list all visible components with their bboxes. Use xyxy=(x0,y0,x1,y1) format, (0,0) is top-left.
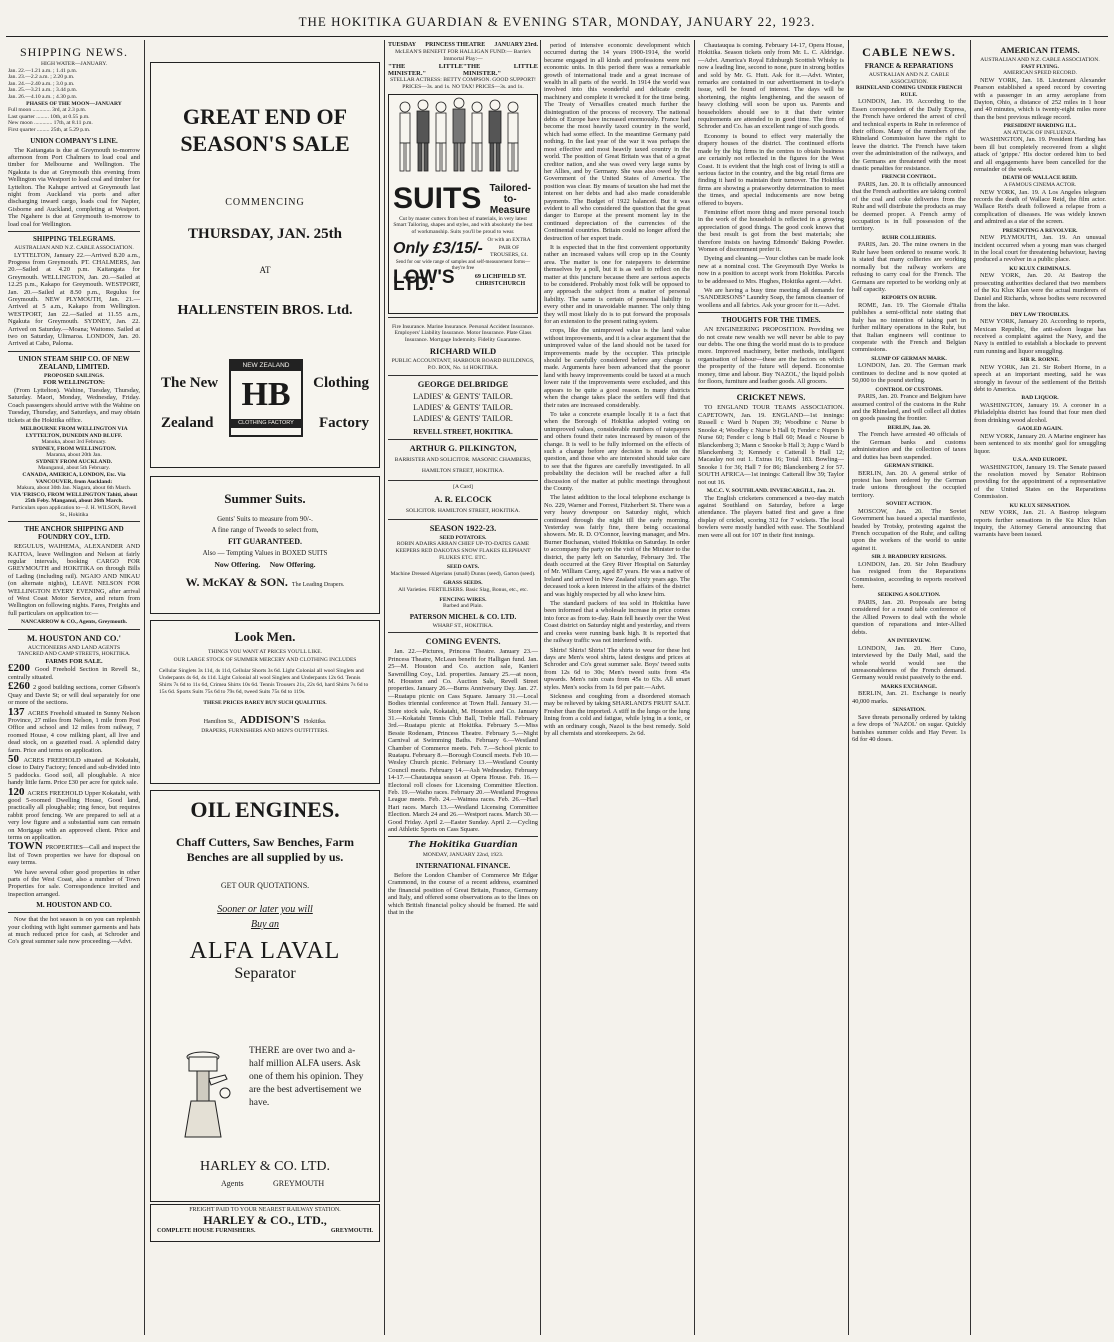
elcock-name: A. R. ELCOCK xyxy=(434,493,492,504)
mcc-text: The English cricketers commenced a two-day match against Southland on Saturday, before a large attendance. The players batted first and gave a fine display of cricket, scoring 312 for 7 wickets. The local bowlers were mostly handled with ease. The Southland men were all out for 107 in their first innings. xyxy=(698,494,844,539)
pilkington-sub: BARRISTER AND SOLICITOR. MASONIC CHAMBERS, HAMILTON STREET, HOKITIKA. xyxy=(394,457,532,475)
greymouth-label: GREYMOUTH. xyxy=(330,1228,373,1234)
suits-price: Only £3/15/- xyxy=(393,239,483,257)
nz-label xyxy=(161,363,218,443)
interview-heading: AN INTERVIEW. xyxy=(887,638,931,645)
ruhr-text: PARIS, Jan. 20. The mine owners in the Ruhr have been ordered to resume work. It is stated that many collieries are working normally but the railway workers are refusing to carry coal for the French. The Germans are reported to be working only at half capacity. xyxy=(852,241,966,293)
property-listing xyxy=(8,840,140,867)
telegrams-text: LYTTELTON, January 22.—Arrived 8.20 a.m., Progress from Greymouth. PT. CHALMERS, Jan 20.—Sailed at 4.20 p.m. Kaitangata for Greymouth. WELLINGTON, Jan. 20.—Sailed at 12.25 p.m., Kakapo for Greymouth. WESTPORT, Jan. 20.—Sailed at 8.50 p.m., Regulus for Greymouth. NEW PLYMOUTH, Jan. 21.—Arrived at 5 a.m., Kakapo from Wellington. WESTPORT, Jan 22.—Sailed at 11.55 a.m., Ngakuta for Greymouth. SYDNEY, Jan. 22. Arrived on Saturday.—Moana; Waitomo. Sailed at two on Saturday, Ulimaroa. LONDON, Jan. 20. Arrived at Cabo, Paloma. xyxy=(8,251,140,348)
usa-europe-text: WASHINGTON, January 19. The Senate passed the resolution moved by Senator Robinson providing for the appointment of a representative of the United States on the Reparations Commission. xyxy=(974,463,1106,501)
play-title-1: "THE LITTLE MINISTER." xyxy=(388,62,463,77)
look-men-sub: THINGS YOU WANT AT PRICES YOU'LL LIKE. xyxy=(208,649,322,655)
harding-sub: AN ATTACK OF INFLUENZA. xyxy=(1003,129,1077,136)
harley-name-2: HARLEY & CO., LTD., xyxy=(203,1213,327,1227)
sensation-heading: SENSATION. xyxy=(892,707,926,714)
summer-suits-title: Summer Suits. xyxy=(224,491,306,506)
gaoled-text: NEW YORK, January 20. A Marine engineer has been sentenced to six months' gaol for smuggling liquor. xyxy=(974,432,1106,455)
tide-row: Jan. 25.—3.21 a.m. ; 3.44 p.m. xyxy=(8,87,78,94)
berlin-heading: BERLIN, Jan. 20. xyxy=(887,424,931,431)
houston-subheading: AUCTIONEERS AND LAND AGENTS xyxy=(27,644,121,651)
sooner-later: Sooner or later you will xyxy=(217,904,313,915)
richard-wild: RICHARD WILD xyxy=(429,346,497,357)
grass-seeds: GRASS SEEDS. xyxy=(443,580,483,587)
tailor-line-3: LADIES' & GENTS' TAILOR. xyxy=(413,414,513,424)
intl-finance-heading: INTERNATIONAL FINANCE. xyxy=(415,862,511,871)
rorne-text: NEW YORK, Jan 21. Sir Robert Horne, in a speech at an important meeting, said he was strongly in favour of the settlement of the British debt to America. xyxy=(974,363,1106,393)
listing-price: 50 xyxy=(8,752,24,765)
usa-europe-heading: U.S.A. AND EUROPE. xyxy=(1012,456,1068,463)
clothing-word: Clothing xyxy=(313,375,369,391)
strike-text: BERLIN, Jan. 20. A general strike of protest has been ordered by the German trade unions throughout the occupied territory. xyxy=(852,469,966,499)
revolver-heading: PRESENTING A REVOLVER. xyxy=(1002,227,1078,234)
rhineland-heading: RHINELAND COMING UNDER FRENCH RULE. xyxy=(855,85,963,98)
logo-bottom-text: CLOTHING FACTORY xyxy=(231,419,301,428)
property-listing xyxy=(8,785,140,842)
revell-street: REVELL STREET, HOKITIKA. xyxy=(413,427,513,436)
slump-text: LONDON, Jan. 20. The German mark continues to decline and is now quoted at 50,000 to the pound sterling. xyxy=(852,362,966,385)
leading-drapers: The Leading Drapers. xyxy=(291,582,345,588)
moon-phases-heading: PHASES OF THE MOON—JANUARY xyxy=(26,100,122,107)
fast-flying-text: NEW YORK, Jan. 18. Lieutenant Alexander Pearson established a speed record by covering with a passenger in an army aeroplane from Dayton, Ohio, a distance of 252 miles in 1 hour and 40 minutes, which is twenty-eight miles more than the best previous mileage record. xyxy=(974,76,1106,121)
revolver-text: NEW PLYMOUTH, Jan. 19. An unusual incident occurred when a young man was charged in the local court for threatening behaviour, having produced a revolver in a public place. xyxy=(974,234,1106,264)
tides-list xyxy=(8,68,140,101)
suits-word: SUITS xyxy=(393,182,482,216)
sale-title: GREAT END OF SEASON'S SALE xyxy=(180,104,350,156)
now-offering-2: Now Offering. xyxy=(269,560,316,569)
cable-association: AUSTRALIAN AND N.Z. CABLE ASSOCIATION. xyxy=(868,72,950,85)
mckay-summer-suits-ad xyxy=(150,476,380,614)
summer-text-2: A fine range of Tweeds to select from, xyxy=(211,526,319,534)
get-quotations: GET OUR QUOTATIONS. xyxy=(220,881,310,890)
wharf-street: WHARF ST., HOKITIKA. xyxy=(432,622,494,629)
column-rule xyxy=(384,40,385,1335)
play-title-2: "THE LITTLE MINISTER." xyxy=(463,62,538,77)
moon-phase-row: New moon ............. 17th, at 8.11 p.m. xyxy=(8,120,93,127)
anchor-shipping-heading: THE ANCHOR SHIPPING AND FOUNDRY COY., LTD. xyxy=(24,525,124,542)
houston-footer-text: We have several other good properties in other parts of the West Coast, also a number of Town Properties for sale. Correspondence invited and inspection arranged. xyxy=(8,868,140,898)
commencing-label: COMMENCING xyxy=(225,197,305,208)
column-american xyxy=(974,42,1106,1338)
klux-text: NEW YORK, Jan. 20. At Bastrop the prosecuting authorities declared that two members of the Ku Klux Klan were the actual murderers of Daniel and Richards, whose bodies were recovered from the lake. xyxy=(974,272,1106,310)
bradbury-heading: SIR J. BRADBURY RESIGNS. xyxy=(871,554,947,561)
theatre-line: McLEAN'S BENEFIT FOR HALLIGAN FUND:— Barrie's Immortal Play:— xyxy=(395,49,531,62)
complete-furnishers: COMPLETE HOUSE FURNISHERS. xyxy=(157,1228,256,1234)
soviet-text: MOSCOW, Jan. 20. The Soviet Government has issued a special manifesto, headed by Trotsky, protesting against the French occupation of the Ruhr, and calling upon the workers of the world to unite against it. xyxy=(852,507,966,552)
listing-text: PROPERTIES—Call and inspect the list of Town properties we have for disposal on easy terms. xyxy=(8,844,140,867)
tide-row: Jan. 24.—2.40 a.m. ; 3.0 p.m. xyxy=(8,80,75,87)
mcc-heading: M.C.C. V. SOUTHLAND. INVERCARGILL, Jan. 21. xyxy=(706,487,836,494)
summer-sale-note: Now that the hot season is on you can replenish your clothing with light summer garments and hats at much reduced price for cash, at Schroder and Co's great summer sale now proceeding.—Advt. xyxy=(8,916,140,946)
tailor-line-2: LADIES' & GENTS' TAILOR. xyxy=(413,402,513,412)
wellington-text: (From Lyttelton). Wahine, Tuesday, Thursday, Saturday. Maori, Monday, Wednesday, Friday. Coach passengers should arrive with the Wahine on Tuesday, Thursday, and Saturdays, and may obtain tickets at the Hokitika office. xyxy=(8,386,140,424)
masthead: THE HOKITIKA GUARDIAN & EVENING STAR, MONDAY, JANUARY 22, 1923. xyxy=(298,14,816,29)
look-men-items: Cellular Singlets 3s 11d, 4s 11d, Cellular Shorts 3s 6d. Light Colonial all wool Singlets and Underpants 4s 6d, 4s 11d. Light Colonial all wool Singlets and Underpants 12s 6d. Tennis Shirts 7s 6d to 11s 6d, Crimea Shirts 10s 6d. Tennis Trousers 21s, 22s 6d, hard Shirts 7s 6d to 15s 6d. Sports Suits 75s 6d to 79s 6d, tweed Suits 75s 6d to 119s. xyxy=(159,668,369,695)
summer-text-1: Gents' Suits to measure from 90/-. xyxy=(217,515,313,523)
listing-text: Good Freehold Section in Revell St., centrally situated. xyxy=(8,666,140,681)
telegrams-association: AUSTRALIAN AND N.Z. CABLE ASSOCIATION. xyxy=(14,245,134,251)
lows-address: 69 LICHFIELD ST. CHRISTCHURCH xyxy=(474,273,526,287)
alfa-text: THERE are over two and a-half million ALFA users. Ask one of them his opinion. They are the best advertisement we have. xyxy=(249,1046,364,1108)
dry-law-heading: DRY LAW TROUBLES. xyxy=(1010,311,1070,318)
melbourne-text: Manuka, about 3rd February. xyxy=(41,439,107,446)
season-heading: SEASON 1922-23. xyxy=(429,522,497,533)
listing-price: 137 xyxy=(8,705,28,718)
houston-address: TANCRED AND CAMP STREETS, HOKITIKA. xyxy=(17,651,131,658)
guardian-title: The Hokitika Guardian xyxy=(408,840,518,851)
column-rule xyxy=(848,40,849,1335)
column-rule xyxy=(540,40,541,1335)
for-wellington-heading: FOR WELLINGTON: xyxy=(42,379,106,387)
summer-text-3: FIT GUARANTEED. xyxy=(227,537,303,546)
particulars-text: Particulars upon application to—J. H. WILSON, Revell St., Hokitika xyxy=(11,505,137,518)
klux-sensation-heading: KU KLUX SENSATION. xyxy=(1009,502,1071,509)
local-news-d: The latest addition to the local telephone exchange is No. 229, Warner and Forrest, Fitzherbert St. There was a very heavy downpour on Saturday night, which continued through the night till the early morning. Yesterday was fairly fine, there being occasional showers. Mr. R. D. O'Connor, leaving manager, and Mrs. Burner Buchanan, visited Hokitika on Saturday. In order to accompany the party on the visit of the Minister to the district, the party left on Saturday, February 3rd. The death occurred at the Grey River Hospital on Saturday of Mr. William Carey, aged 87 years. He was a native of Ireland and arrived in New Zealand sixty years ago. The deceased took a keen interest in the affairs of the district and was highly respected by all who knew him. xyxy=(544,494,690,598)
editorial-body-1: period of intensive economic development which occurred during the 14 years 1900-1914, the world became engaged in all kinds and professions were not economic units. In this period there was a remarkable growth of international trade and a great increase of wealth in all parts of the world. In 1914 the world was involved into this wonderful and delicate credit machinery and complete it wrecked it for the time being. The Treaty of Versailles created much further the disintegration of the process of recovery. The national debts of Europe have increased enormously. France had become the most heavily taxed country in the world, which had some effect. In the meantime Germany paid nothing. In the last year of the war it was perhaps the most effective and most heavily taxed country in the world. The position of Great Britain was that of a great creditor nation, and she was owed very large sums by her Allies, and by Germany. She was also owed by the Government of the United States of America. The position was clear. By means of taxation she had met the interest on her debts and had also made considerable payments. The Budget of 1922 balanced. But it was evident to all who considered the question that the great danger to Europe at the present moment lay in the continued depreciation of the currencies of the Continental countries. Britain could no longer afford the destruction of her export trade. xyxy=(544,42,690,242)
theatre-day: TUESDAY xyxy=(388,42,417,48)
column-rule xyxy=(694,40,695,1335)
slump-heading: SLUMP OF GERMAN MARK. xyxy=(871,355,947,362)
fast-flying-sub: AMERICAN SPEED RECORD. xyxy=(1003,70,1077,77)
elcock-sub: SOLICITOR. HAMILTON STREET, HOKITIKA. xyxy=(405,507,521,514)
cricket-text: TO ENGLAND TOUR TEAMS ASSOCIATION. CAPETOWN, Jan. 19. ENGLAND—1st innings: Russell c Ward b Nupen 39; Woodbine c Nurse b Snooke 4; Woodley c Nurse b Hall 0; Fender c Nupen b Nurse 60; Fender c long b Hall 60; Mead c Nourse b Blanckenberg 3; Mann c Snooke b Hall 3; Jupp c Ward b Blanckenberg 3; Kennedy c Catterall b Hall 12; Macaulay not out 1. Extras 16; Total 183. Bowling—Snooke 1 for 36; Hall 7 for 86; Blanckenberg 2 for 57. SOUTH AFRICA—1st innings: Catterall lbw 39; Taylor not out 16. xyxy=(698,404,844,486)
bradbury-text: LONDON, Jan. 20. Sir John Bradbury has resigned from the Reparations Commission, according to reports received here. xyxy=(852,560,966,591)
listing-text: ACRES FREEHOLD situated at Kokatahi, close to Dairy Factory; fenced and sub-divided into 5 paddocks. Good soil, all ploughable. A nice handy little farm. Price £30 per acre for quick sale. xyxy=(8,756,140,787)
frisco-heading: VIA 'FRISCO, FROM WELLINGTON Tahiti, about 25th Feby. Manganui, about 26th March. xyxy=(10,491,138,505)
addisons-look-men-ad xyxy=(150,620,380,784)
listing-price: £260 xyxy=(8,680,33,693)
klux-sensation-text: NEW YORK, Jan. 21. A Bastrop telegram reports further sensations in the Ku Klux Klan inquiry, the Attorney General announcing that warrants have been issued. xyxy=(974,509,1106,539)
local-body-2: Economy is bound to effect very materially the drapery houses of the district. The continued efforts made by the big firms in the centres to obtain business are certainly not reflected in the figures for the West Coast. It is evident that the high cost of living is still a serious factor in the country, and the big retail firms are finding it hard to maintain their turnover. The Hokitika firms are showing a praiseworthy determination to meet the times, and special inducements are now being offered to buyers. xyxy=(698,132,844,207)
union-company-text: The Kaitangata is due at Greymouth to-morrow afternoon from Port Chalmers to load coal and timber for Melbourne and Wellington. The Ngakuta is due at Greymouth this evening from Wellington via Westport to load coal and timber for Lyttelton. The Kahupe arrived at Greymouth last night from Auckland via ports and after discharging inward cargo, loads coal for Napier, Gisborne and Auckland, completing at Westport. The Ngahere is due at Greymouth to-morrow to load coal for Wellington. xyxy=(8,146,140,228)
column-rule xyxy=(970,40,971,1335)
local-body-5: We are having a busy time meeting all demands for "SANDERSONS" Laundry Soap, the famous cleanser of woollens and all fabrics. Ask your grocer for it.—Advt. xyxy=(698,287,844,309)
gaoled-heading: GAOLED AGAIN. xyxy=(1017,426,1063,433)
column-editorial xyxy=(544,42,690,1338)
local-news-f: Shirts! Shirts! Shirts! The shirts to wear for these hot days are Men's wool shirts, latest designs and prices at Schroder and Co's great summer sale. Boys' tweed suits from 12s 6d to 30s; Men's tweed suits from 45s upwards. Men's rain coats from 45s to 63s. All smart styles. Men's socks from 1s 6d per pair.—Advt. xyxy=(544,646,690,691)
rorne-heading: SIR R. RORNE. xyxy=(1020,357,1060,364)
marks-heading: MARKS EXCHANGE. xyxy=(881,683,937,690)
column-rule xyxy=(144,40,145,1335)
column-cable xyxy=(852,42,966,1338)
reports-heading: REPORTS ON RUHR. xyxy=(881,295,937,302)
harley-freight-ad xyxy=(150,1204,380,1242)
customs-text: PARIS, Jan. 20. France and Belgium have assumed control of the customs in the Ruhr and the Rhineland, and will collect all duties on goods passing the frontier. xyxy=(852,393,966,423)
canada-heading: CANADA, AMERICA, LONDON, Etc. Via VANCOUVER, from Auckland: xyxy=(22,472,126,485)
anchor-shipping-text: REGULUS, WAIHEMA, ALEXANDER AND KAITOA, leave Wellington and Nelson at fairly regular intervals, booking CARGO FOR GREYMOUTH and HOKITIKA on through Bills of Lading (including rail). NGAIO AND NIKAU (on alternate nights), LEAVE NELSON FOR WELLINGTON EVERY EVENING, after arrival of West Coast Motor Service, and return from Wellington on following nights. Fares, Freights and full particulars on application to:— xyxy=(8,543,140,617)
george-delbridge: GEORGE DELBRIDGE xyxy=(417,378,509,389)
property-listing xyxy=(8,680,140,707)
sydney-wellington-heading: SYDNEY, FROM WELLINGTON. xyxy=(31,445,117,452)
houston-signature: M. HOUSTON AND CO. xyxy=(36,901,112,910)
store-name: HALLENSTEIN BROS. Ltd. xyxy=(177,303,353,318)
klux-heading: KU KLUX CRIMINALS. xyxy=(1009,265,1071,272)
fencing-text: Barbed and Plain. xyxy=(443,603,483,610)
summer-text-4: Also — Tempting Values in BOXED SUITS xyxy=(202,549,328,557)
theatre-date: JANUARY 23rd. xyxy=(494,42,538,48)
coming-events-heading: COMING EVENTS. xyxy=(425,636,501,647)
france-reparations-heading: FRANCE & REPARATIONS xyxy=(864,62,954,70)
cricket-heading: CRICKET NEWS. xyxy=(736,392,806,403)
column-shipping xyxy=(8,42,140,1338)
lows-name: LOW'S LTD. xyxy=(393,266,455,295)
sale-date: THURSDAY, JAN. 25th xyxy=(188,226,342,242)
reports-text: ROME, Jan. 19. The Giornale d'Italia publishes a semi-official note stating that Italy has no intention of taking part in further military operations in the Ruhr, but that Italian engineers will continue to cooperate with the French and Belgian commissions. xyxy=(852,301,966,354)
listing-price: 120 xyxy=(8,785,28,798)
reid-text: NEW YORK, Jan. 19. A Los Angeles telegram records the death of Wallace Reid, the film actor. Wallace Reid's death followed a relapse from a complication of diseases. He was widely known and admired as a star of the screen. xyxy=(974,188,1106,226)
harley-oil-engines-ad xyxy=(150,790,380,1202)
column-ads-middle xyxy=(388,42,538,1338)
logo-top-text: NEW ZEALAND xyxy=(231,361,301,371)
thoughts-text: AN ENGINEERING PROPOSITION. Providing we do not create new wealth we will never be able to pay our debts. The one thing the world must do is to produce more. Improved machinery, better methods, intelligent organisation of labour—these are the factors on which the prosperity of the future will depend. Economise money, time and labour. Buy 'NAZOL,' the liquid polish for floors, furniture and leather goods. All grocers. xyxy=(698,326,844,386)
factory-word: Factory xyxy=(319,415,369,431)
customs-heading: CONTROL OF CUSTOMS. xyxy=(875,386,943,393)
separator-label: Separator xyxy=(234,965,296,982)
farms-for-sale-heading: FARMS FOR SALE. xyxy=(45,658,103,666)
harley-town: GREYMOUTH xyxy=(273,1179,325,1188)
clothing-factory-label xyxy=(313,363,369,443)
usco-heading: UNION STEAM SHIP CO. OF NEW ZEALAND, LIMITED. xyxy=(18,354,130,371)
ruhr-heading: RUHR COLLIERIES. xyxy=(881,234,937,241)
bad-liquor-text: WASHINGTON, January 19. A coroner in a Philadelphia district has found that four men died from drinking wood alcohol. xyxy=(974,401,1106,424)
melbourne-heading: MELBOURNE FROM WELLINGTON VIA LYTTELTON, DUNEDIN AND BLUFF. xyxy=(20,425,128,439)
harley-name: HARLEY & CO. LTD. xyxy=(199,1159,331,1174)
harding-heading: PRESIDENT HARDING ILL. xyxy=(1003,123,1077,130)
extra-pair: Or with an EXTRA PAIR OF TROUSERS, £4. xyxy=(487,237,531,259)
now-offering-1: Now Offering. xyxy=(214,560,261,569)
mckay-name: W. McKAY & SON. xyxy=(185,575,288,589)
seed-potatoes: SEED POTATOES. xyxy=(439,534,487,541)
tide-row: Jan. 23.—2.2 a.m. ; 2.20 p.m. xyxy=(8,74,75,81)
theatre-name: PRINCESS THEATRE xyxy=(425,42,486,48)
potato-varieties: ROBIN ADAIRS ARRAN CHIEF UP-TO-DATES GAME KEEPERS RED DAKOTAS SNOW FLAKES ELEPHANT FLUKES ETC. ETC. xyxy=(395,541,531,561)
local-news-g: Sickness and coughing from a disordered stomach may be relieved by taking SHARLAND'S FRUIT SALT. Fresher than the imported. A stiff in the lungs or the lung lining from a cold and fatigue, while lying in a tonic, or with an ordinary cough, Nazol is the best remedy. Sold by all chemists and storekeepers. 2s 6d. xyxy=(544,692,690,737)
hokitika-label: Hokitika. xyxy=(303,719,327,725)
moon-phase-row: Full moon ............. 3rd, at 2.3 p.m. xyxy=(8,107,87,114)
lows-suits-ad xyxy=(388,94,538,314)
freight-paid: FREIGHT PAID TO YOUR NEAREST RAILWAY STATION. xyxy=(189,1207,341,1213)
nz-word-1: The New xyxy=(161,375,219,391)
suits-text: Cut by master cutters from best of materials, in very latest Smart Tailoring, shapes and styles, and with absolutely the best of workmanship. Suits you'll be proud to wear. xyxy=(393,215,533,235)
high-water-heading: HIGH WATER—JANUARY. xyxy=(41,61,107,67)
tide-row: Jan. 22.—1.21 a.m. ; 1.41 p.m. xyxy=(8,67,78,74)
listing-text: ACRES Freehold situated in Sunny Nelson Province, 27 miles from Nelson, 1 mile from Post Office and school and 12 miles from railway, 7 roomed House, 4 cow milking plant, all live and dead stock, on a gazetted road. A splendid dairy farm. Price and terms on application. xyxy=(8,709,140,754)
shipping-news-heading: SHIPPING NEWS. xyxy=(19,45,128,59)
fencing-wires: FENCING WIRES. xyxy=(439,596,487,603)
editorial-body-c: To take a concrete example locally it is a fact that when the Borough of Hokitika adopted voting on unimproved values, considerable numbers of ratepayers and others found their rates increased by reason of the change. It is well to be fully informed on the effects of such a change before any decision is made on the question, and those who are interested should take care to see that the figures are carefully investigated. In all probability the decision will be reached after a full discussion of the matter at public meetings throughout the County. xyxy=(544,410,690,492)
french-control-text: PARIS, Jan. 20. It is officially announced that the French authorities are taking control of the coal and coke deliveries from the Ruhr and will distribute the products as may be deemed proper. A French army of occupation is in full possession of the territory. xyxy=(852,181,966,233)
dry-law-text: NEW YORK, January 20. According to reports, Mexican Republic, the anti-saloon league has received a complaint against the Navy, and the Navy is entitled to establish a blockade to prevent rum running and liquor smuggling. xyxy=(974,318,1106,355)
local-body-3: Feminine effort more thing and more personal touch in the work of the household is reflected in a growing appreciation of good things. The good cook knows that the best result is got from the best materials; she therefore insists on having Edmonds' Baking Powder. Women of discernment prefer it. xyxy=(698,208,844,253)
solution-text: PARIS, Jan. 20. Proposals are being considered for a round table conference of the Allied Powers to deal with the whole question of reparations and inter-Allied debts. xyxy=(852,599,966,636)
proposed-sailings: PROPOSED SAILINGS. xyxy=(44,372,104,379)
separator-machine-icon xyxy=(173,1049,233,1141)
buy-an: Buy an xyxy=(250,919,280,930)
property-listing xyxy=(8,705,140,754)
editorial-body-2: It is expected that in the first convenient opportunity rather an increased values will crop up in the County area. The matter is one for ratepayers to determine themselves by a poll, but it is as well to reflect on the matter at this juncture because there are serious aspects to be considered. Probably most folk will be opposed to any approach the subject from a matter of personal liability. The same is certain of personal liability to every other and in unavoidable manner. The only thing they will most likely do is to put forward the proposals for an extension to the present rating system. xyxy=(544,243,690,326)
oil-engines-text: Chaff Cutters, Saw Benches, Farm Benches are all supplied by us. xyxy=(176,835,354,864)
bad-liquor-heading: BAD LIQUOR. xyxy=(1021,395,1059,402)
hb-logo xyxy=(229,359,303,437)
reid-heading: DEATH OF WALLACE REID. xyxy=(1002,175,1078,182)
american-items-heading: AMERICAN ITEMS. xyxy=(1000,45,1080,55)
column-local xyxy=(698,42,844,1338)
coming-events-text: Jan. 22.—Pictures, Princess Theatre. January 23.—Princess Theatre, McLean benefit for Halligan fund. Jan. 25—M. Houston and Co. auction sale, Kanieri Sawmilling Coy., Ltd. properties. January 25.—at noon, M. Houston and Co. Auction Sale, Revell Street properties. January 26.—Burns Anniversary Day. Jan. 27.—Ruatapu picnic on Cass Square. January 31.—Local Bodies triennial conference at Town Hall. January 31.—Store stock sale, Kokatahi, M. Houston and Co. January 31.—Kokatahi Tennis Club Ball, Treble Hall. February 3rd.—Ruatapu picnic at Hokitika. February 5.—Miss Bessie Rodenam, Princess Theatre. February 5.—Night Carnival at Swimming Baths. February 6.—Westland Chamber of Commerce meets. Feb. 7.—School picnic to Ruatapu. February 8.—Borough Council meets. Feb 10.—Wesley Church picnic. February 13.—Westland County Council meets. February 14.—Ash Wednesday. February 14-17.—Chautauqua season at Opera House. Feb. 16.—Electoral roll closes for Licensing Committee Election. Feb. 19.—Waiho races. February 20.—Westland Progress League meets. Feb. 24.—Waimea races. Feb. 26.—Harl Hari races. March 13.—Westland Licensing Committee Election. March 24 and 26.—Westport races. March 30.—Good Friday. April 2.—Easter Sunday. April 2.—Cycling and Athletic Sports on Cass Square. xyxy=(388,648,538,834)
moon-phases-list xyxy=(8,107,140,133)
at-label: AT xyxy=(259,265,271,275)
cable-news-heading: CABLE NEWS. xyxy=(862,45,956,59)
listing-price: TOWN xyxy=(8,840,46,853)
tide-row: Jan. 26.—4.10 a.m. ; 4.30 p.m. xyxy=(8,93,78,100)
pilkington-name: ARTHUR G. PILKINGTON, xyxy=(409,443,517,454)
reid-sub: A FAMOUS CINEMA ACTOR. xyxy=(1003,182,1077,189)
canada-text: Makura, about 30th Jan. Niagara, about 6th March. xyxy=(16,485,132,492)
union-company-heading: UNION COMPANY'S LINE. xyxy=(30,136,118,145)
hallenstein-sale-ad xyxy=(150,62,380,468)
men-illustration-icon xyxy=(389,95,535,183)
listing-text: ACRES FREEHOLD Upper Kokatahi, with good 5-roomed Dwelling House, Good land, practically all ploughable; ring fence, but requires rabbit proof fencing. We are prepared to sell at a very low figure and a substantial sum can remain on Mortgage with an approved client. Price and terms on application. xyxy=(8,789,140,841)
look-men-note: THESE PRICES RAREY BUY SUCH QUALITIES. xyxy=(203,700,327,706)
masthead-rule xyxy=(6,36,1108,37)
property-listing xyxy=(8,752,140,787)
addisons-sub: DRAPERS, FURNISHERS AND MEN'S OUTFITTERS. xyxy=(201,728,329,734)
send-for: Send for our wide range of samples and self-measurement forms—they're free xyxy=(395,259,531,271)
sydney-auckland-heading: SYDNEY FROM AUCKLAND. xyxy=(35,458,113,465)
look-men-title: Look Men. xyxy=(234,629,296,644)
logo-letters: HB xyxy=(241,376,291,413)
richard-wild-sub: PUBLIC ACCOUNTANT, HARBOUR BOARD BUILDINGS, P.O. BOX, No. 14 HOKITIKA. xyxy=(391,358,535,371)
rhineland-text: LONDON, Jan. 19. According to the Essen correspondent of the Daily Express, the French have ordered the arrest of civil and technical experts in Ruhr in reference of their offices. Many of the members of the Rhineland Commission have the right to leave the district. The French have taken over the administration of the railways, and the Germans are threatened with the most drastic penalties for resistance. xyxy=(852,98,966,173)
thoughts-heading: THOUGHTS FOR THE TIMES. xyxy=(721,316,821,325)
american-association: AUSTRALIAN AND N.Z. CABLE ASSOCIATION. xyxy=(980,57,1100,63)
sensation-text: Save threats personally ordered by taking a few drops of 'NAZOL' on sugar. Quickly banishes summer colds and Hay Fever. 1s 6d for 40 doses. xyxy=(852,713,966,743)
seed-oats: SEED OATS. xyxy=(446,564,480,571)
theatre-stellar: STELLAR ACTRESS: BETTY COMPSON. GOOD SUPPORT! PRICES—3s. and 1s. NO TAX! PRICES—3s. and 1s. xyxy=(390,77,536,90)
harding-text: WASHINGTON, Jan. 19. President Harding has been ill but completely recovered from a slight attack of 'grippe.' His doctor ordered him to bed and all engagements have been cancelled for the remainder of the week. xyxy=(974,136,1106,174)
nancarrow-agents: NANCARROW & CO., Agents, Greymouth. xyxy=(20,619,128,626)
berlin-text: The French have arrested 40 officials of the German banks and customs administration and the collection of taxes and duties has been suspended. xyxy=(852,431,966,461)
theatre-header xyxy=(388,42,538,49)
guardian-date: MONDAY, JANUARY 22nd, 1923. xyxy=(422,852,504,859)
listing-price: £200 xyxy=(8,662,35,675)
soviet-heading: SOVIET ACTION. xyxy=(886,501,932,508)
interview-text: LONDON, Jan. 20. Herr Cuno, interviewed by the Daily Mail, said the whole world would see the unreasonableness of the French demand. Germany would resist passively to the end. xyxy=(852,644,966,682)
insurance-list: Fire Insurance. Marine Insurance. Personal Accident Insurance. Employers' Liability Insurance. Motor Insurance. Plate Glass Insurance. Mortgage Indemnity. Fidelity Guarantee. xyxy=(391,323,535,343)
look-men-stock: OUR LARGE STOCK OF SUMMER MERCERY AND CLOTHING INCLUDES xyxy=(173,657,357,663)
local-news-e: The standard packers of tea sold in Hokitika have been informed that a wholesale increase in price comes into force as from to-day. Rain fell heavily over the West Coast district on Saturday night and yesterday, and rivers and creeks were running bank high. It is reported that the railway traffic was not interfered with. xyxy=(544,600,690,645)
houston-heading: M. HOUSTON AND CO.' xyxy=(26,632,122,643)
intl-finance-text: Before the London Chamber of Commerce Mr Edgar Crammond, in the course of a recent address, examined the financial position of Great Britain, France, Germany and Italy, and offered some observations as to the lines on which British financial policy should be framed. He said that in the xyxy=(388,872,538,917)
moon-phase-row: Last quarter ......... 10th, at 0.55 p.m. xyxy=(8,113,90,120)
solution-heading: SEEKING A SOLUTION. xyxy=(877,592,941,599)
grass-text: All Varieties. FERTILISERS. Basic Slag, Bonus, etc., etc. xyxy=(398,586,528,593)
listing-text: 2 good building sections, corner Gibson's Quay and Davie St; or will deal separately for one or more of the sections. xyxy=(8,684,140,707)
fast-flying-heading: FAST FLYING. xyxy=(1021,63,1059,70)
oil-engines-title: OIL ENGINES. xyxy=(190,797,340,822)
strike-heading: GERMAN STRIKE. xyxy=(884,463,934,469)
card-label: [A Card] xyxy=(453,484,473,491)
addisons-name: ADDISON'S xyxy=(239,714,300,726)
local-body-4: Dyeing and cleaning.—Your clothes can be made look new at a nominal cost. The Greymouth Dye Works is now in a position to accept work from Hokitika. Parcels to be addressed to Mrs. Hughes, Hokitika agent.—Advt. xyxy=(698,255,844,285)
sydney-wellington-text: Marama, about 20th Jan. xyxy=(46,452,102,459)
shipping-telegrams-heading: SHIPPING TELEGRAMS. xyxy=(33,235,115,243)
alfa-laval-title: ALFA LAVAL xyxy=(189,938,341,964)
hamilton-st: Hamilton St., xyxy=(203,719,236,725)
nz-word-2: Zealand xyxy=(161,415,214,431)
oat-varieties: Machine Dressed Algerians (small) Dunns (seed), Garton (seed). xyxy=(390,570,536,577)
tailor-line-1: LADIES' & GENTS' TAILOR. xyxy=(413,391,513,401)
harley-agents: Agents xyxy=(221,1179,244,1188)
local-body-1: Chautauqua is coming. February 14-17, Opera House, Hokitika. Season tickets only from Mr. L. C. Aldridge.—Advt. America's Royal Edinburgh Scottish Whisky is now a leading line, second to none, pure in strong bottles and sold by Mr. G. Hutt. Ask for it.—Advt. Winter, remarks are contained in our advertisement in to-day's issue, will be found of interest. The days will be shortening, the nights lengthening, and the season of heavy clothing will soon be upon us. Parents and householders should see to it that their winter requirements are attended to in good time. The firm of Schroder and Co. has an excellent range of such goods. xyxy=(698,42,844,131)
editorial-body-b: crops, like the unimproved value is the land value without improvements, and it is a clear argument that the unimproved value of the land should not be taxed for improvements made by the occupier. This principle should be carefully considered before any change is made. Arguments have been advanced that the poorer land with heavy improvements could be taxed at a much lower rate if the improvements were excluded, and this appears to be quite a good reason. In many districts when the change takes place the settlers will find that their rates are increased considerably. xyxy=(544,327,690,409)
tailored-word: Tailored-to-Measure xyxy=(489,182,531,216)
marks-text: BERLIN, Jan. 21. Exchange is nearly 40,000 marks. xyxy=(852,690,966,705)
sydney-auckland-text: Maunganui, about 5th February. xyxy=(38,465,110,472)
french-control-heading: FRENCH CONTROL. xyxy=(881,174,937,181)
moon-phase-row: First quarter ......... 25th, at 5.29 p.m. xyxy=(8,126,91,133)
paterson-name: PATERSON MICHEL & CO. LTD. xyxy=(409,612,517,621)
